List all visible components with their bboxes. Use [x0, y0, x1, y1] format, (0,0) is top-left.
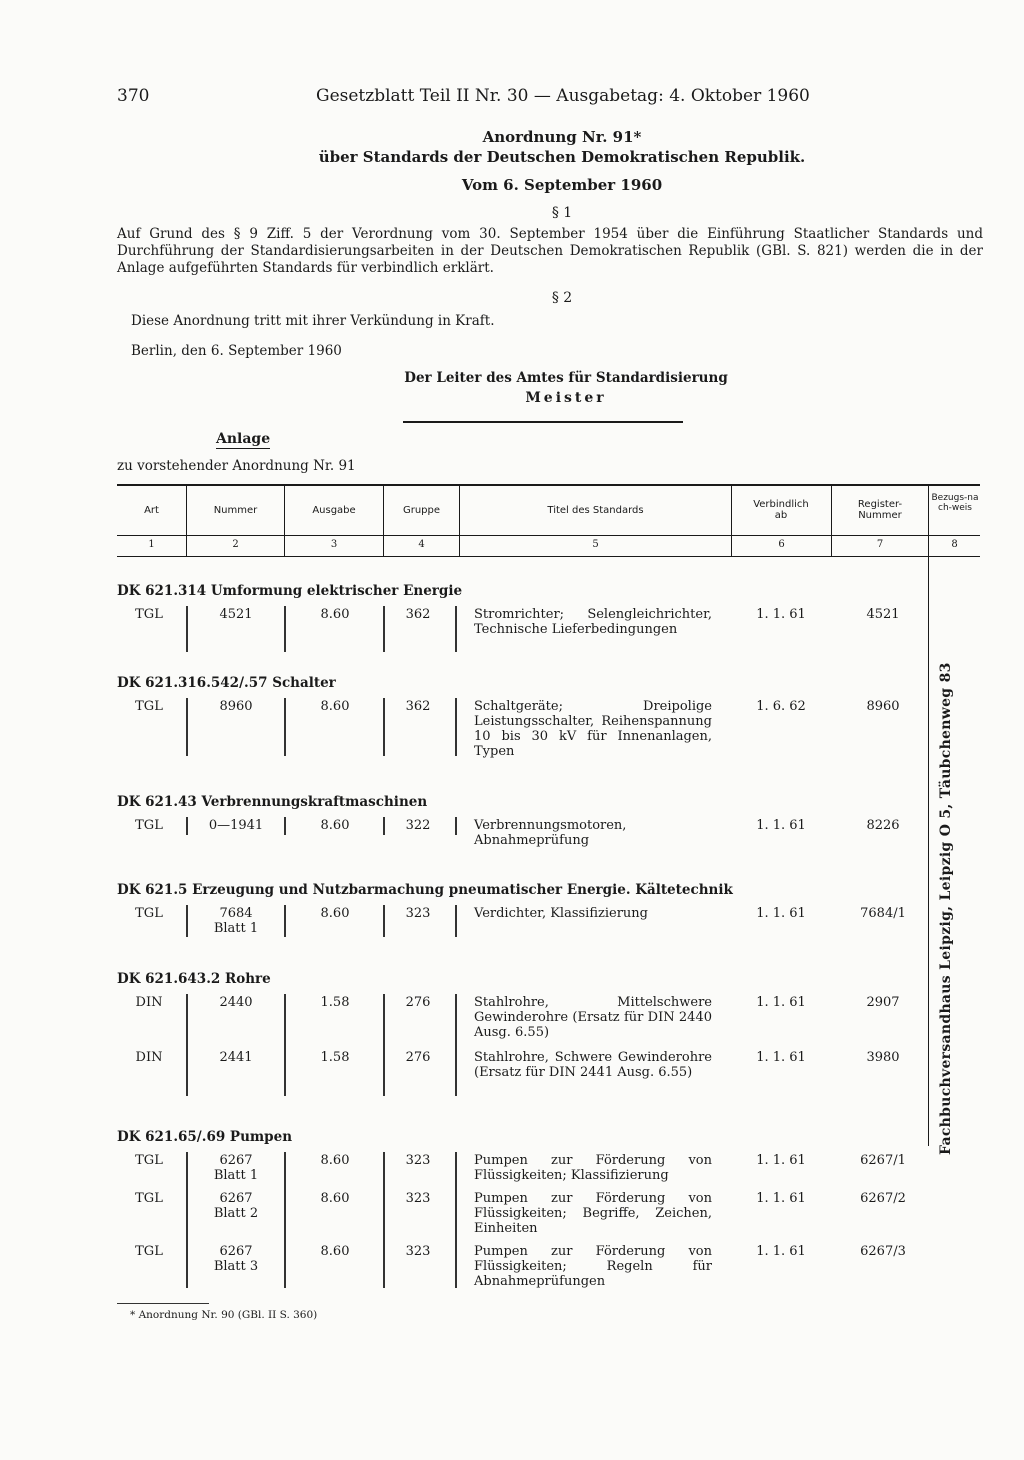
cell-art: DIN: [135, 995, 163, 1010]
column-rule: [186, 698, 188, 756]
section-2-text: Diese Anordnung tritt mit ihrer Verkündung in Kraft.: [131, 313, 495, 329]
cell-register: 3980: [866, 1050, 900, 1065]
section-heading: DK 621.5 Erzeugung und Nutzbarmachung pneumatischer Energie. Kältetechnik: [117, 882, 733, 898]
header-mid-rule: [117, 535, 980, 536]
section-heading: DK 621.316.542/.57 Schalter: [117, 675, 336, 691]
col-number: 6: [778, 539, 785, 550]
cell-ausgabe: 8.60: [320, 607, 350, 622]
signature-rule: [403, 421, 683, 423]
column-rule: [284, 698, 286, 756]
cell-gruppe: 276: [405, 995, 431, 1010]
header-col-divider: [928, 486, 929, 1146]
col-number: 2: [232, 539, 239, 550]
cell-nummer: 0—1941: [208, 818, 264, 833]
column-rule: [284, 817, 286, 835]
publisher-imprint: Fachbuchversandhaus Leipzig, Leipzig O 5, Täubchenweg 83: [938, 662, 954, 1155]
cell-titel: Verbrennungsmotoren, Abnahmeprüfung: [474, 818, 627, 848]
cell-titel: Pumpen zur Förderung von Flüssigkeiten; Begriffe, Zeichen, Einheiten: [474, 1191, 712, 1236]
cell-nummer: 4521: [219, 607, 253, 622]
cell-ausgabe: 8.60: [320, 699, 350, 714]
cell-register: 2907: [866, 995, 900, 1010]
column-rule: [284, 1152, 286, 1288]
section-2-sign: § 2: [551, 290, 573, 306]
footnote-rule: [117, 1303, 209, 1304]
column-rule: [186, 905, 188, 937]
cell-register: 8226: [866, 818, 900, 833]
column-rule: [186, 606, 188, 652]
column-rule: [284, 905, 286, 937]
header-top-rule: [117, 484, 980, 486]
cell-art: TGL: [135, 1153, 163, 1168]
cell-nummer-blatt: Blatt 3: [213, 1259, 259, 1274]
column-rule: [383, 606, 385, 652]
column-rule: [186, 994, 188, 1096]
section-heading: DK 621.643.2 Rohre: [117, 971, 271, 987]
cell-verbindlich: 1. 1. 61: [756, 818, 806, 833]
col-header-ausgabe: Ausgabe: [312, 505, 356, 516]
col-number: 1: [148, 539, 155, 550]
column-rule: [186, 817, 188, 835]
column-rule: [455, 698, 457, 756]
col-header-art: Art: [144, 505, 159, 516]
column-rule: [383, 817, 385, 835]
cell-art: TGL: [135, 1191, 163, 1206]
cell-verbindlich: 1. 1. 61: [756, 1050, 806, 1065]
annex-subheading: zu vorstehender Anordnung Nr. 91: [117, 458, 356, 474]
cell-verbindlich: 1. 1. 61: [756, 1244, 806, 1259]
cell-ausgabe: 8.60: [320, 1191, 350, 1206]
cell-gruppe: 323: [405, 906, 431, 921]
header-bottom-rule: [117, 556, 980, 557]
col-number: 7: [876, 539, 884, 550]
cell-ausgabe: 1.58: [320, 995, 350, 1010]
column-rule: [383, 905, 385, 937]
column-rule: [455, 1152, 457, 1288]
section-heading: DK 621.314 Umformung elektrischer Energie: [117, 583, 463, 599]
col-header-nummer: Nummer: [213, 505, 258, 516]
column-rule: [383, 1152, 385, 1288]
col-header-titel: Titel des Standards: [547, 505, 644, 516]
cell-nummer-blatt: Blatt 1: [213, 921, 259, 936]
col-number: 3: [330, 539, 338, 550]
ordinance-title: Anordnung Nr. 91*: [482, 128, 642, 146]
section-heading: DK 621.65/.69 Pumpen: [117, 1129, 293, 1145]
cell-gruppe: 362: [405, 699, 431, 714]
cell-register: 6267/1: [860, 1153, 906, 1168]
cell-nummer: 2441: [219, 1050, 253, 1065]
cell-register: 6267/2: [860, 1191, 906, 1206]
cell-titel: Verdichter, Klassifizierung: [474, 906, 648, 921]
cell-gruppe: 323: [405, 1244, 431, 1259]
cell-art: TGL: [135, 818, 163, 833]
cell-nummer-blatt: Blatt 1: [213, 1168, 259, 1183]
cell-ausgabe: 8.60: [320, 818, 350, 833]
cell-titel: Stahlrohre, Schwere Gewinderohre (Ersatz für DIN 2441 Ausg. 6.55): [474, 1050, 712, 1080]
cell-gruppe: 276: [405, 1050, 431, 1065]
cell-register: 6267/3: [860, 1244, 906, 1259]
cell-art: TGL: [135, 699, 163, 714]
column-rule: [455, 994, 457, 1096]
col-number: 8: [951, 539, 958, 550]
cell-nummer: 6267: [219, 1191, 253, 1206]
cell-gruppe: 362: [405, 607, 431, 622]
footnote: * Anordnung Nr. 90 (GBl. II S. 360): [130, 1309, 318, 1321]
cell-register: 7684/1: [860, 906, 906, 921]
cell-verbindlich: 1. 6. 62: [756, 699, 806, 714]
cell-gruppe: 322: [405, 818, 431, 833]
cell-titel: Schaltgeräte; Dreipolige Leistungsschalter, Reihenspannung 10 bis 30 kV für Innenanlagen, Typen: [474, 699, 712, 759]
cell-titel: Pumpen zur Förderung von Flüssigkeiten; Klassifizierung: [474, 1153, 712, 1183]
section-1-sign: § 1: [551, 205, 573, 221]
cell-gruppe: 323: [405, 1191, 431, 1206]
section-1-text: Auf Grund des § 9 Ziff. 5 der Verordnung vom 30. September 1954 über die Einführung Staatlicher Standards und Durchführung der Standardisierungsarbeiten in der Deutschen Demokratischen Republik (GBl. S. 821) werden die in der Anlage aufgeführten Standards für verbindlich erklärt.: [117, 226, 983, 276]
cell-titel: Stromrichter; Selengleichrichter, Technische Lieferbedingungen: [474, 607, 712, 637]
column-rule: [455, 905, 457, 937]
signer-title: Der Leiter des Amtes für Standardisierung: [404, 370, 728, 386]
cell-verbindlich: 1. 1. 61: [756, 995, 806, 1010]
column-rule: [383, 994, 385, 1096]
place-date: Berlin, den 6. September 1960: [131, 343, 342, 359]
col-number: 5: [592, 539, 599, 550]
cell-art: DIN: [135, 1050, 163, 1065]
cell-nummer: 7684: [219, 906, 253, 921]
cell-ausgabe: 1.58: [320, 1050, 350, 1065]
section-heading: DK 621.43 Verbrennungskraftmaschinen: [117, 794, 428, 810]
cell-art: TGL: [135, 1244, 163, 1259]
cell-verbindlich: 1. 1. 61: [756, 1153, 806, 1168]
cell-verbindlich: 1. 1. 61: [756, 906, 806, 921]
cell-register: 4521: [866, 607, 900, 622]
cell-nummer-blatt: Blatt 2: [213, 1206, 259, 1221]
running-head: Gesetzblatt Teil II Nr. 30 — Ausgabetag: 4. Oktober 1960: [316, 86, 810, 106]
col-header-bezugsnachweis: Bezugs-nach-weis: [931, 493, 979, 513]
col-header-register: Register-Nummer: [857, 499, 903, 521]
ordinance-date: Vom 6. September 1960: [461, 176, 663, 194]
column-rule: [455, 817, 457, 835]
column-rule: [455, 606, 457, 652]
col-number: 4: [418, 539, 425, 550]
cell-verbindlich: 1. 1. 61: [756, 607, 806, 622]
cell-nummer: 6267: [219, 1244, 253, 1259]
cell-titel: Pumpen zur Förderung von Flüssigkeiten; Regeln für Abnahmeprüfungen: [474, 1244, 712, 1289]
cell-verbindlich: 1. 1. 61: [756, 1191, 806, 1206]
cell-register: 8960: [866, 699, 900, 714]
column-rule: [284, 994, 286, 1096]
column-rule: [186, 1152, 188, 1288]
cell-art: TGL: [135, 906, 163, 921]
cell-art: TGL: [135, 607, 163, 622]
col-header-verbindlich: Verbindlich ab: [753, 499, 809, 521]
cell-gruppe: 323: [405, 1153, 431, 1168]
cell-titel: Stahlrohre, Mittelschwere Gewinderohre (Ersatz für DIN 2440 Ausg. 6.55): [474, 995, 712, 1040]
signer-name: Meister: [525, 390, 607, 406]
annex-heading: Anlage: [216, 431, 271, 447]
cell-ausgabe: 8.60: [320, 906, 350, 921]
ordinance-subtitle: über Standards der Deutschen Demokratischen Republik.: [318, 148, 806, 166]
col-header-gruppe: Gruppe: [402, 505, 441, 516]
column-rule: [383, 698, 385, 756]
cell-ausgabe: 8.60: [320, 1244, 350, 1259]
cell-nummer: 8960: [219, 699, 253, 714]
cell-nummer: 2440: [219, 995, 253, 1010]
cell-ausgabe: 8.60: [320, 1153, 350, 1168]
column-rule: [284, 606, 286, 652]
page-number: 370: [117, 86, 150, 106]
cell-nummer: 6267: [219, 1153, 253, 1168]
